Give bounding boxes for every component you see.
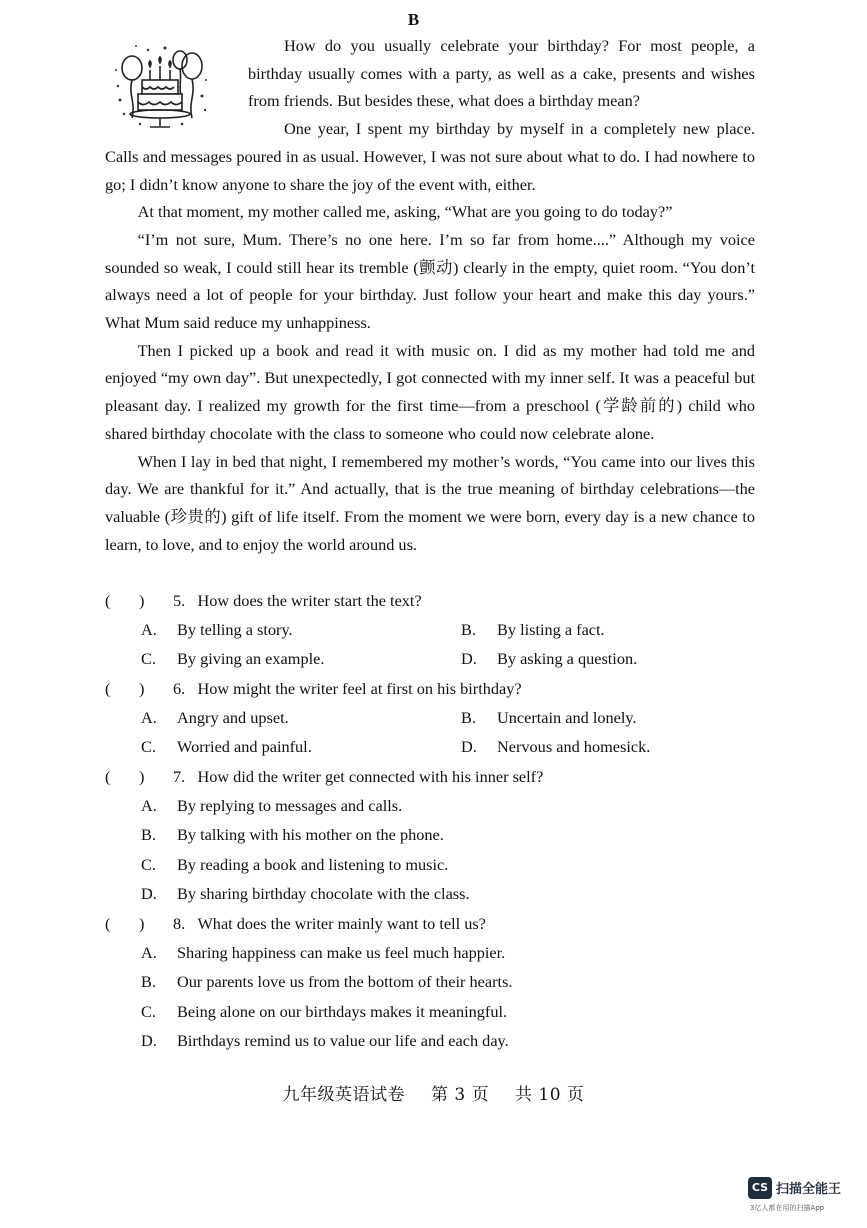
answer-blank[interactable]: ( ): [105, 914, 145, 933]
question-5: [105, 586, 755, 673]
option-a[interactable]: A. Sharing happiness can make us feel much happier.: [141, 943, 506, 962]
watermark-tagline: 3亿人都在用的扫描App: [750, 1204, 825, 1212]
question-number: 6.: [173, 679, 186, 698]
option-b[interactable]: B. By listing a fact.: [461, 620, 605, 639]
question-text: What does the writer mainly want to tell us?: [197, 914, 486, 933]
passage-paragraph-2: One year, I spent my birthday by myself in a completely new place. Calls and messages poured in as usual. However, I was not sure about what to do. I had nowhere to go; I didn’t know anyone to share the joy of the event with, either.: [105, 119, 755, 194]
reading-passage: [105, 32, 755, 558]
question-stem: [105, 674, 755, 703]
question-8: [105, 909, 755, 1056]
section-letter: B: [407, 10, 420, 29]
passage-paragraph-6: When I lay in bed that night, I remembered my mother’s words, “You came into our lives this day. We are thankful for it.” And actually, that is the true meaning of birthday celebrations—the valuable (珍贵的) gift of life itself. From the moment we were born, every day is a new chance to learn, to love, and to enjoy the world around us.: [105, 451, 755, 554]
camscanner-logo-icon: CS: [748, 1177, 772, 1199]
question-stem: [105, 909, 755, 938]
option-d[interactable]: D. By sharing birthday chocolate with the class.: [141, 884, 470, 904]
question-text: How did the writer get connected with his inner self?: [197, 767, 544, 786]
page-total: 共 10 页: [514, 1085, 585, 1105]
option-c[interactable]: C. By reading a book and listening to music.: [141, 854, 449, 874]
passage-paragraph-1: How do you usually celebrate your birthday? For most people, a birthday usually comes with a party, as well as a cake, presents and wishes from friends. But besides these, what does a birthday mean?: [248, 36, 755, 111]
question-number: 5.: [173, 591, 186, 610]
question-stem: [105, 762, 755, 791]
option-a[interactable]: A. Angry and upset.: [141, 708, 289, 727]
passage-paragraph-5: Then I picked up a book and read it with music on. I did as my mother had told me and enjoyed “my own day”. But unexpectedly, I got connected with my inner self. It was a peaceful but pleasant day. I realized my growth for the first time—from a preschool (学龄前的) child who shared birthday chocolate with the class to someone who could now celebrate alone.: [105, 340, 755, 443]
option-b[interactable]: B. By talking with his mother on the phone.: [141, 825, 444, 845]
question-text: How might the writer feel at first on his birthday?: [197, 679, 522, 698]
answer-blank[interactable]: ( ): [105, 767, 145, 786]
page-number: 第 3 页: [430, 1085, 490, 1105]
option-c[interactable]: C. Worried and painful.: [141, 737, 312, 756]
option-b[interactable]: B. Our parents love us from the bottom of their hearts.: [141, 972, 513, 992]
scanner-watermark: [748, 1177, 860, 1217]
question-number: 7.: [173, 767, 186, 786]
passage-paragraph-3: At that moment, my mother called me, asking, “What are you going to do today?”: [137, 202, 673, 222]
option-c[interactable]: C. Being alone on our birthdays makes it meaningful.: [141, 1001, 508, 1021]
question-7: [105, 762, 755, 909]
option-d[interactable]: D. Nervous and homesick.: [461, 737, 651, 756]
option-row: [105, 703, 755, 732]
option-row: [105, 732, 755, 761]
option-c[interactable]: C. By giving an example.: [141, 649, 325, 668]
option-row: [105, 615, 755, 644]
option-d[interactable]: D. By asking a question.: [461, 649, 638, 668]
option-row: [105, 644, 755, 673]
watermark-app-name: 扫描全能王: [776, 1182, 842, 1197]
page-footer: [0, 1080, 867, 1105]
exam-title: 九年级英语试卷: [282, 1085, 406, 1105]
option-a[interactable]: A. By telling a story.: [141, 620, 293, 639]
option-d[interactable]: D. Birthdays remind us to value our life and each day.: [141, 1031, 509, 1051]
question-text: How does the writer start the text?: [197, 591, 422, 610]
answer-blank[interactable]: ( ): [105, 591, 145, 610]
question-number: 8.: [173, 914, 186, 933]
question-6: [105, 674, 755, 761]
option-a[interactable]: A. By replying to messages and calls.: [141, 796, 403, 815]
passage-paragraph-4: “I’m not sure, Mum. There’s no one here. I’m so far from home....” Although my voice sounded so weak, I could still hear its tremble (颤动) clearly in the empty, quiet room. “You don’t always need a lot of people for your birthday. Just follow your heart and make this day yours.” What Mum said reduce my unhappiness.: [105, 229, 755, 333]
question-stem: [105, 586, 755, 615]
option-b[interactable]: B. Uncertain and lonely.: [461, 708, 637, 727]
answer-blank[interactable]: ( ): [105, 679, 145, 698]
